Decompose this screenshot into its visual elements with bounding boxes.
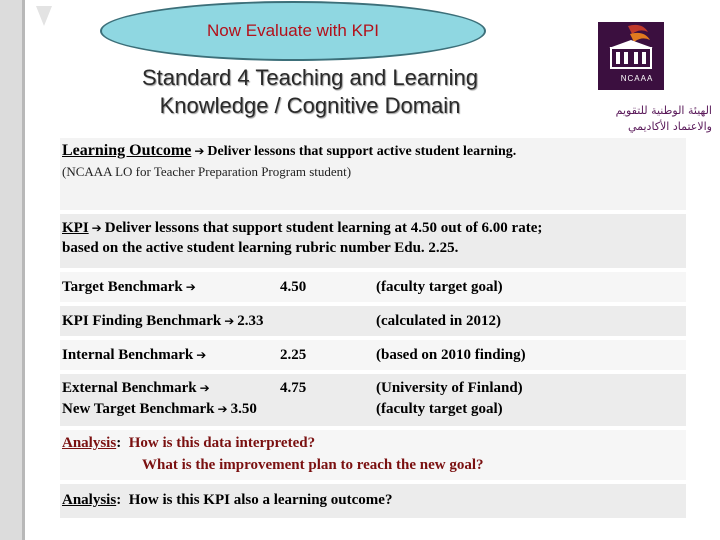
new-target-benchmark-label: New Target Benchmark <box>62 401 215 417</box>
target-benchmark-row <box>60 272 686 304</box>
header-bubble-text: Now Evaluate with KPI <box>207 21 379 40</box>
internal-benchmark-row <box>60 340 686 372</box>
title-line-2: Knowledge / Cognitive Domain <box>159 93 461 118</box>
external-benchmark-note: (University of Finland) <box>376 380 523 396</box>
new-target-benchmark-note: (faculty target goal) <box>376 401 503 417</box>
analysis-row-2 <box>60 484 686 518</box>
logo-arabic-line-2: والاعتماد الأكاديمي <box>627 120 712 133</box>
analysis-2-line: Analysis: How is this KPI also a learning outcome? <box>62 492 393 508</box>
analysis-2-question: How is this KPI also a learning outcome? <box>128 492 393 508</box>
logo-building-icon <box>598 22 664 74</box>
kpi-finding-benchmark-label: KPI Finding Benchmark <box>62 313 222 329</box>
target-benchmark-value: 4.50 <box>280 279 307 295</box>
kpi-label: KPI <box>62 220 89 236</box>
kpi-finding-label-wrap <box>62 313 264 330</box>
right-arrow-icon: ➔ <box>217 402 228 416</box>
kpi-text-2: based on the active student learning rubric number Edu. 2.25. <box>62 240 459 256</box>
new-target-label-wrap <box>62 401 257 418</box>
right-arrow-icon: ➔ <box>224 314 235 328</box>
right-arrow-icon: ➔ <box>91 221 102 235</box>
analysis-1-question-2: What is the improvement plan to reach the new goal? <box>142 457 484 473</box>
right-arrow-icon: ➔ <box>196 348 207 362</box>
learning-outcome-label: Learning Outcome <box>62 142 192 159</box>
corner-notch-decoration <box>36 6 52 26</box>
analysis-2-label: Analysis <box>62 492 117 508</box>
external-benchmark-value: 4.75 <box>280 380 307 396</box>
slide-title <box>60 64 560 120</box>
logo-acronym: NCAAA <box>620 74 654 83</box>
kpi-row <box>60 214 686 270</box>
internal-benchmark-note: (based on 2010 finding) <box>376 347 526 363</box>
external-benchmark-label: External Benchmark <box>62 380 197 396</box>
left-decorative-band <box>0 0 22 540</box>
kpi-line-1 <box>62 220 542 237</box>
learning-outcome-text: Deliver lessons that support active student learning. <box>207 144 517 159</box>
internal-benchmark-value: 2.25 <box>280 347 307 363</box>
logo-emblem <box>598 22 664 90</box>
analysis-1-question-1: How is this data interpreted? <box>128 435 316 451</box>
new-target-benchmark-value: 3.50 <box>230 401 257 417</box>
kpi-finding-benchmark-row <box>60 306 686 338</box>
external-benchmark-row <box>60 374 686 428</box>
right-arrow-icon: ➔ <box>185 280 196 294</box>
title-line-1: Standard 4 Teaching and Learning <box>142 65 478 90</box>
right-arrow-icon: ➔ <box>194 144 205 158</box>
learning-outcome-row <box>60 138 686 212</box>
internal-benchmark-label: Internal Benchmark <box>62 347 194 363</box>
target-benchmark-note: (faculty target goal) <box>376 279 503 295</box>
right-arrow-icon: ➔ <box>199 381 210 395</box>
target-benchmark-label-wrap <box>62 279 199 296</box>
external-benchmark-label-wrap <box>62 380 213 397</box>
kpi-finding-benchmark-note: (calculated in 2012) <box>376 313 501 329</box>
learning-outcome-line <box>62 142 516 160</box>
kpi-finding-benchmark-value: 2.33 <box>237 313 264 329</box>
kpi-text-1: Deliver lessons that support student learning at 4.50 out of 6.00 rate; <box>104 220 543 236</box>
target-benchmark-label: Target Benchmark <box>62 279 183 295</box>
logo-arabic-line-1: الهيئة الوطنية للتقويم <box>615 104 712 117</box>
learning-outcome-note: (NCAAA LO for Teacher Preparation Program student) <box>62 164 352 179</box>
analysis-1-line-1: Analysis: How is this data interpreted? <box>62 435 316 451</box>
analysis-1-label: Analysis <box>62 435 117 451</box>
analysis-row-1 <box>60 430 686 482</box>
left-band-divider <box>22 0 25 540</box>
ncaaa-logo <box>592 22 712 142</box>
header-bubble <box>100 1 486 61</box>
internal-benchmark-label-wrap <box>62 347 209 364</box>
